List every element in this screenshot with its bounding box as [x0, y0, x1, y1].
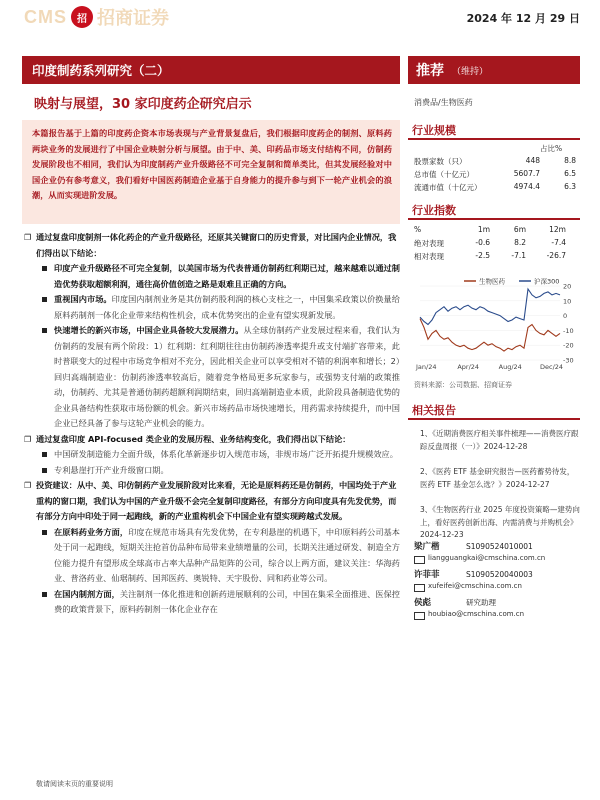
sub-point-text: 印度国内制剂业务是其仿制药股利润的核心支柱之一，中国集采政策以价换量给原料药制剂一体化企业带来结构性机会，成本优势突出的企业有望实现新发展。	[54, 294, 400, 320]
index-value: -0.6	[475, 238, 490, 247]
scale-percent: 6.3	[564, 182, 576, 191]
reports-heading-text: 相关报告	[412, 404, 456, 417]
sub-point	[24, 447, 400, 463]
section-point: ❐ 通过复盘印度 API-focused 类企业的发展历程、业务结构变化，我们得出以下结论：	[24, 432, 400, 448]
analyst-cert: S1090524010001	[466, 542, 533, 551]
rating-sub: （维持）	[452, 67, 489, 77]
chart-series-line	[420, 289, 560, 325]
sub-point-lead: 在国内制剂方面，	[54, 588, 120, 599]
sub-point-lead: 重视国内市场。	[54, 294, 112, 304]
index-col-header: 12m	[549, 225, 566, 234]
analyst-name: 梁广楷	[414, 542, 440, 552]
chart-x-tick-label: Dec/24	[540, 363, 564, 371]
analyst-email[interactable]: xufeifei@cmschina.com.cn	[414, 582, 580, 590]
scale-key: 总市值（十亿元）	[414, 170, 474, 179]
sub-point	[24, 463, 400, 479]
index-col-header: 1m	[477, 225, 490, 234]
index-section-heading	[408, 200, 580, 220]
index-heading-text: 行业指数	[412, 204, 456, 217]
chart-legend-label: 生物医药	[479, 277, 505, 286]
scale-row	[414, 182, 580, 194]
chart-y-tick-label: -30	[563, 356, 574, 365]
chart-series-line	[420, 319, 560, 352]
index-row	[414, 238, 580, 250]
chart-y-tick-label: 20	[563, 282, 572, 291]
analyst-entry	[414, 540, 580, 562]
index-value: -2.5	[475, 251, 490, 260]
sector-label: 消费品/生物医药	[414, 98, 473, 107]
analyst-name: 许菲菲	[414, 570, 440, 580]
scale-value: 5607.7	[513, 169, 540, 178]
sub-point-text: 从全球仿制药产业发展过程来看，我们认为仿制药的发展有两个阶段：1）红利期：红利期往往由仿制药渗透率提升或支付端扩容带来，此时普联变大的过程中市场竞争相对不充分，因此相关企业可以享受相对不错的利润率和增长；2）回归高端制造业：仿制药渗透率较高后，随着竞争格局更多玩家参与，或强势支付端的政策推动，仿制药、尤其是普通仿制药超额利润期结束，回归高端制造业本质，此阶段具备制造优势的企业具备结构性获取市场份额的机会。新兴市场药品市场快速增长，用药需求持续提升，而中国企业已经具备了参与这轮产业机会的能力。	[54, 325, 400, 428]
logo-latin: CMS	[24, 6, 67, 27]
analyst-cert: S1090520040003	[466, 570, 533, 579]
section-point: ❐ 通过复盘印度制剂一体化药企的产业升级路径，还原其关键窗口的历史背景，对比国内企业情况，我们得出以下结论：	[24, 230, 400, 261]
report-date: 2024 年 12 月 29 日	[466, 12, 580, 25]
sub-point-text: 专利悬崖打开产业升级窗口期。	[54, 464, 169, 475]
chart-source: 资料来源：公司数据、招商证券	[414, 381, 512, 389]
sub-point-text: 印度在规范市场具有先发优势，在专利悬崖的机遇下，中印原料药公司基本处于同一起跑线，短期关注抢首仿品种布局带来业绩增量的公司，长期关注通过研发、制造全方位能力提升有望形成全球高市占率大品种产品矩阵的公司，综合以上两方面，建议关注：华海药业、普洛药业、仙琚制药、国邦医药、奥锐特、天宇股份、同和药业等公司。	[54, 526, 400, 583]
index-row	[414, 251, 580, 263]
section-point: ❐ 投资建议：从中、美、印仿制药产业发展阶段对比来看，无论是原料药还是仿制药，中国均处于产业重构的窗口期，我们认为中国的产业升级不会完全复制印度路径，有部分方向印度具有先发优势，而有部分方向中印处于同一起跑线，新的产业重构机会下中国企业有望实现跨越式发展。	[24, 478, 400, 525]
chart-y-tick-label: 10	[563, 297, 572, 306]
chart-x-tick-label: Apr/24	[457, 363, 480, 371]
index-value: -7.1	[511, 251, 526, 260]
analyst-email[interactable]: liangguangkai@cmschina.com.cn	[414, 554, 580, 562]
chart-x-tick-label: Aug/24	[498, 363, 522, 371]
sub-point	[24, 587, 400, 618]
logo-chinese: 招商证券	[97, 8, 169, 29]
scale-key: 股票家数（只）	[414, 157, 467, 166]
related-report-link[interactable]: 3、《生物医药行业 2025 年度投资策略—建势向上，看好医药创新出海、内需消费与并购机会》2024-12-23	[420, 505, 580, 539]
scale-percent: 8.8	[564, 156, 576, 165]
sub-point-lead: 快速增长的新兴市场，中国企业具备较大发展潜力。	[54, 325, 244, 335]
sub-point	[24, 261, 400, 292]
chart-y-tick-label: 0	[563, 312, 568, 321]
rating-label: 推荐	[416, 63, 444, 79]
sub-point-lead: 印度产业升级路径不可完全复制，以美国市场为代表普通仿制药红利期已过，越来越难以通过制造优势获取超额利润，通往高价值创造之路是艰难且正确的方向。	[54, 263, 400, 289]
index-line-chart	[414, 276, 580, 376]
scale-unit-label: 占比%	[540, 144, 563, 153]
sub-point	[24, 525, 400, 587]
logo-seal-icon: 招	[71, 6, 93, 28]
sub-point-text: 中国研发制造能力全面升级，体系化革新逐步切入规范市场，非规市场广泛开拓提升规模效应。	[54, 449, 398, 459]
index-col-header: %	[414, 225, 422, 234]
scale-value: 448	[525, 156, 540, 165]
chart-x-tick-label: Jan/24	[416, 363, 437, 371]
scale-row	[414, 169, 580, 181]
rating-banner	[408, 56, 580, 84]
sub-point-text: 关注制剂一体化推进和创新药进展顺利的公司，中国在集采全面推进、医保控费的政策背景下，原料药制剂一体化企业存在	[54, 588, 400, 614]
index-value: 8.2	[514, 238, 526, 247]
sub-point-lead: 在原料药业务方面，	[54, 526, 129, 537]
analyst-cert: 研究助理	[466, 598, 496, 607]
company-logo	[24, 4, 169, 30]
chart-legend-label: 沪深300	[534, 277, 560, 286]
chart-y-tick-label: -10	[563, 326, 574, 335]
scale-section-heading	[408, 120, 580, 140]
related-report-link[interactable]: 1、《近期消费医疗相关事件梳理——消费医疗跟踪反盘周报（一）》2024-12-28	[420, 429, 579, 451]
analyst-entry	[414, 596, 580, 618]
page-header	[0, 0, 600, 36]
index-col-header: 6m	[513, 225, 526, 234]
index-value: -7.4	[551, 238, 566, 247]
index-header-row	[414, 225, 580, 237]
report-body	[24, 230, 400, 618]
scale-value: 4974.4	[513, 182, 540, 191]
scale-row	[414, 156, 580, 168]
index-value: -26.7	[546, 251, 566, 260]
footer-note: 敬请阅读末页的重要说明	[36, 780, 113, 788]
index-row-label: 相对表现	[414, 252, 444, 261]
series-banner	[22, 56, 400, 84]
analyst-name: 侯彪	[414, 598, 432, 608]
sub-point	[24, 323, 400, 432]
scale-percent: 6.5	[564, 169, 576, 178]
report-title: 映射与展望，30 家印度药企研究启示	[34, 97, 252, 112]
analyst-email[interactable]: houbiao@cmschina.com.cn	[414, 610, 580, 618]
series-title: 印度制药系列研究（二）	[32, 63, 170, 78]
index-row-label: 绝对表现	[414, 239, 444, 248]
sub-point	[24, 292, 400, 323]
related-report-link[interactable]: 2、《医药 ETF 基金研究报告—医药蓄势待发，医药 ETF 基金怎么选？》2024-12-27	[420, 467, 575, 489]
chart-y-tick-label: -20	[563, 341, 574, 350]
reports-section-heading	[408, 400, 580, 420]
abstract-box: 本篇报告基于上篇的印度药企资本市场表现与产业背景复盘后，我们根据印度药企的制剂、原料药两块业务的发展进行了中国企业映射分析与展望。由于中、美、印药品市场支付结构不同，仿制药发展阶段也不相同，我们认为印度制药产业升级路径不可完全复制和简单类比，但其发展经验对中国企业仍有参考意义，我们看好中国医药制造企业基于自身能力的提升参与到下一轮产业机会的浪潮，从而实现进阶发展。	[22, 120, 400, 224]
analyst-entry	[414, 568, 580, 590]
scale-key: 流通市值（十亿元）	[414, 183, 482, 192]
scale-heading-text: 行业规模	[412, 124, 456, 137]
